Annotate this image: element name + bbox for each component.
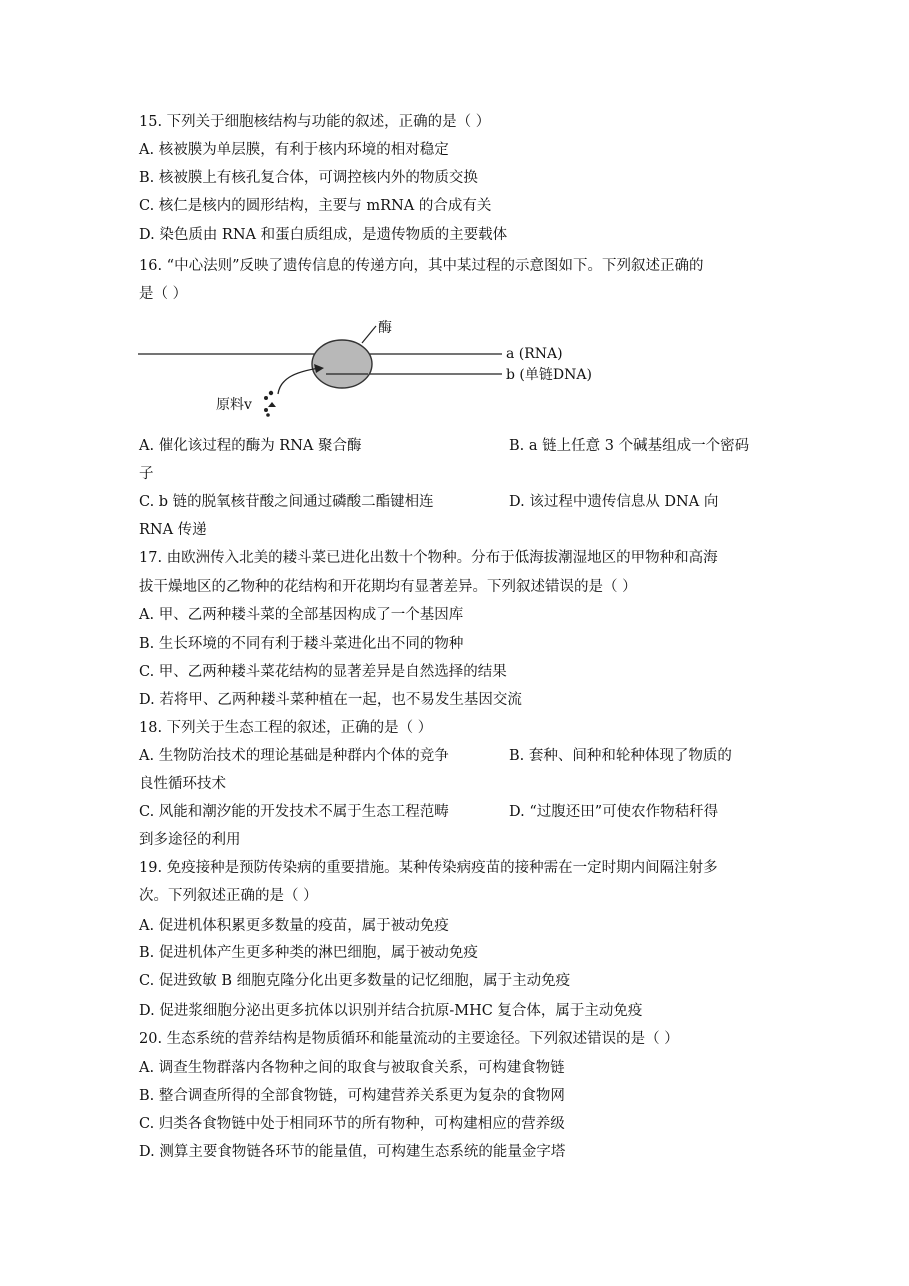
- q18-option-d-line2: 到多途径的利用: [139, 832, 241, 848]
- q17-option-c: C. 甲、乙两种耧斗菜花结构的显著差异是自然选择的结果: [139, 664, 507, 680]
- q17-stem-line1: 17. 由欧洲传入北美的耧斗菜已进化出数十个物种。分布于低海拔潮湿地区的甲物种和高海: [139, 550, 718, 566]
- q20-option-c: C. 归类各食物链中处于相同环节的所有物种，可构建相应的营养级: [139, 1116, 565, 1132]
- q19-option-a: A. 促进机体积累更多数量的疫苗，属于被动免疫: [139, 918, 449, 934]
- q17-stem-line2: 拔干燥地区的乙物种的花结构和开花期均有显著差异。下列叙述错误的是（ ）: [139, 579, 637, 595]
- q20-option-b: B. 整合调查所得的全部食物链，可构建营养关系更为复杂的食物网: [139, 1088, 565, 1104]
- nucleotide-dots: [264, 391, 276, 417]
- q19-option-d: D. 促进浆细胞分泌出更多抗体以识别并结合抗原-MHC 复合体，属于主动免疫: [139, 1003, 643, 1019]
- q18-stem: 18. 下列关于生态工程的叙述，正确的是（ ）: [139, 720, 433, 736]
- q19-option-b: B. 促进机体产生更多种类的淋巴细胞，属于被动免疫: [139, 945, 478, 961]
- q17-option-b: B. 生长环境的不同有利于耧斗菜进化出不同的物种: [139, 636, 464, 652]
- q18-option-c: C. 风能和潮汐能的开发技术不属于生态工程范畴: [139, 804, 449, 820]
- q17-option-a: A. 甲、乙两种耧斗菜的全部基因构成了一个基因库: [139, 607, 464, 623]
- material-label: 原料v: [216, 397, 252, 413]
- enzyme-ellipse: [312, 340, 372, 388]
- q18-option-d-line1: D. “过腹还田”可使农作物秸秆得: [509, 804, 719, 820]
- q15-option-b: B. 核被膜上有核孔复合体，可调控核内外的物质交换: [139, 170, 478, 186]
- q16-stem-line1: 16. “中心法则”反映了遗传信息的传递方向，其中某过程的示意图如下。下列叙述正确的: [139, 258, 704, 274]
- q18-option-a: A. 生物防治技术的理论基础是种群内个体的竞争: [139, 748, 449, 764]
- q19-stem-line1: 19. 免疫接种是预防传染病的重要措施。某种传染病疫苗的接种需在一定时期内间隔注射多: [139, 860, 718, 876]
- strand-a-label: a (RNA): [506, 346, 563, 362]
- q16-option-b-line2: 子: [139, 466, 154, 482]
- q15-option-d: D. 染色质由 RNA 和蛋白质组成，是遗传物质的主要载体: [139, 227, 508, 243]
- q16-option-a: A. 催化该过程的酶为 RNA 聚合酶: [139, 438, 362, 454]
- q16-option-c: C. b 链的脱氧核苷酸之间通过磷酸二酯键相连: [139, 494, 434, 510]
- q20-stem: 20. 生态系统的营养结构是物质循环和能量流动的主要途径。下列叙述错误的是（ ）: [139, 1031, 679, 1047]
- q16-option-d-line1: D. 该过程中遗传信息从 DNA 向: [509, 494, 719, 510]
- q16-stem-line2: 是（ ）: [139, 286, 188, 302]
- q20-option-a: A. 调查生物群落内各物种之间的取食与被取食关系，可构建食物链: [139, 1060, 565, 1076]
- q19-option-c: C. 促进致敏 B 细胞克隆分化出更多数量的记忆细胞，属于主动免疫: [139, 973, 571, 989]
- q15-option-c: C. 核仁是核内的圆形结构，主要与 mRNA 的合成有关: [139, 198, 492, 214]
- q16-option-b-line1: B. a 链上任意 3 个碱基组成一个密码: [509, 438, 750, 454]
- transcription-diagram: [130, 312, 610, 422]
- q19-stem-line2: 次。下列叙述正确的是（ ）: [139, 888, 318, 904]
- q20-option-d: D. 测算主要食物链各环节的能量值，可构建生态系统的能量金字塔: [139, 1144, 566, 1160]
- q17-option-d: D. 若将甲、乙两种耧斗菜种植在一起，也不易发生基因交流: [139, 692, 522, 708]
- q18-option-b-line1: B. 套种、间种和轮种体现了物质的: [509, 748, 732, 764]
- enzyme-pointer: [362, 326, 376, 343]
- q18-option-b-line2: 良性循环技术: [139, 776, 226, 792]
- q16-option-d-line2: RNA 传递: [139, 522, 207, 538]
- enzyme-label: 酶: [378, 320, 392, 336]
- q15-option-a: A. 核被膜为单层膜，有利于核内环境的相对稳定: [139, 142, 449, 158]
- strand-b-label: b (单链DNA): [506, 367, 592, 383]
- q15-stem: 15. 下列关于细胞核结构与功能的叙述，正确的是（ ）: [139, 114, 491, 130]
